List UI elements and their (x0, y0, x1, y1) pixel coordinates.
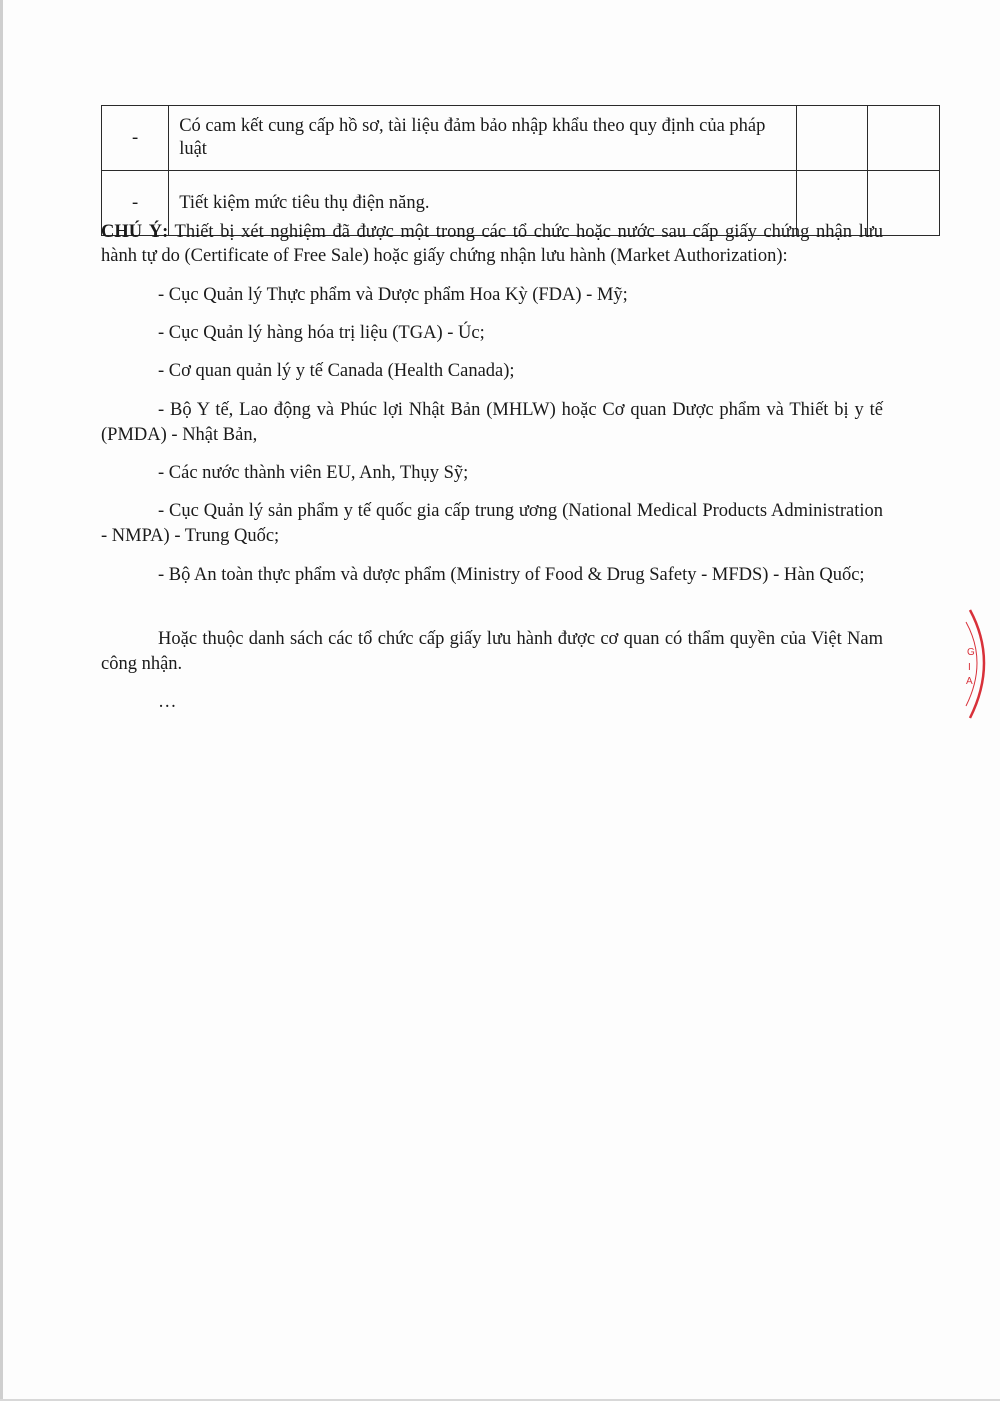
note-paragraph (101, 220, 883, 268)
closing-paragraph: Hoặc thuộc danh sách các tổ chức cấp giấy lưu hành được cơ quan có thẩm quyền của Việt Nam công nhận. (101, 629, 883, 674)
list-item: - Bộ Y tế, Lao động và Phúc lợi Nhật Bản (MHLW) hoặc Cơ quan Dược phẩm và Thiết bị y tế (PMDA) - Nhật Bản, (101, 400, 883, 445)
list-item: - Cục Quản lý Thực phẩm và Dược phẩm Hoa Kỳ (FDA) - Mỹ; (158, 285, 628, 305)
list-item: - Cơ quan quản lý y tế Canada (Health Canada); (158, 361, 515, 381)
scan-edge-left (0, 0, 3, 1401)
list-item: - Bộ An toàn thực phẩm và dược phẩm (Ministry of Food & Drug Safety - MFDS) - Hàn Quốc; (158, 565, 865, 585)
stamp-letter: I (968, 662, 971, 673)
note-text: Thiết bị xét nghiệm đã được một trong các tổ chức hoặc nước sau cấp giấy chứng nhận lưu hành tự do (Certificate of Free Sale) hoặc giấy chứng nhận lưu hành (Market Authorization): (101, 222, 884, 266)
table-row (102, 106, 940, 171)
requirements-table (101, 105, 940, 236)
stamp-letter: G (967, 647, 975, 658)
ellipsis: … (158, 692, 177, 712)
note-label: CHÚ Ý: (101, 222, 169, 242)
row-text: Tiết kiệm mức tiêu thụ điện năng. (169, 171, 797, 236)
stamp-letter: A (966, 676, 973, 687)
list-item: - Cục Quản lý hàng hóa trị liệu (TGA) - Úc; (158, 323, 485, 343)
row-text: Có cam kết cung cấp hồ sơ, tài liệu đảm bảo nhập khẩu theo quy định của pháp luật (169, 106, 797, 171)
row-marker: - (102, 106, 169, 171)
empty-cell (797, 106, 868, 171)
list-item: - Cục Quản lý sản phẩm y tế quốc gia cấp trung ương (National Medical Products Administration - NMPA) - Trung Quốc; (101, 501, 883, 546)
empty-cell (868, 106, 940, 171)
list-item: - Các nước thành viên EU, Anh, Thụy Sỹ; (158, 463, 469, 483)
row-marker: - (102, 171, 169, 236)
stamp-fragment (948, 600, 1000, 730)
